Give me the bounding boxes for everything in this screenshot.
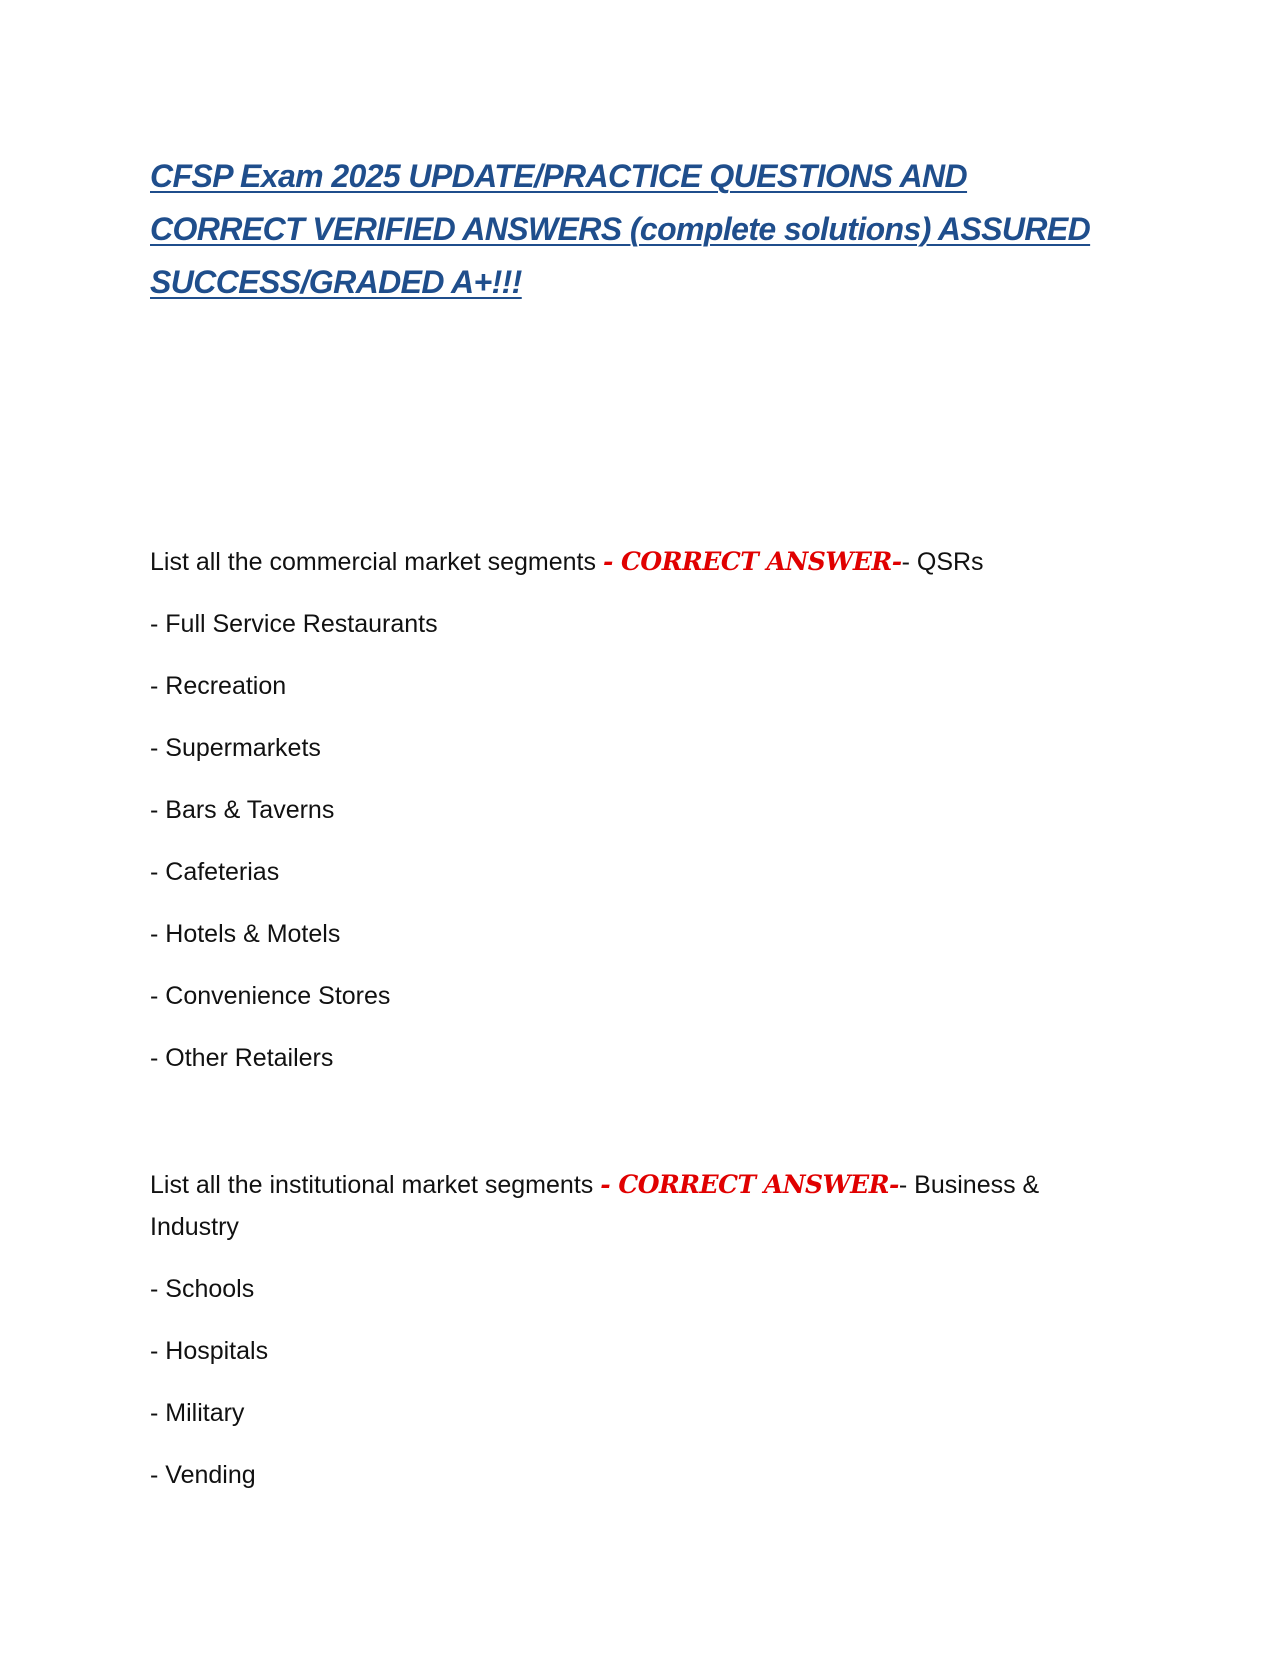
- question-line: [150, 1164, 1110, 1248]
- answer-item: - Military: [150, 1399, 245, 1427]
- answer-item: - Hotels & Motels: [150, 920, 341, 948]
- correct-answer-marker: [600, 1170, 899, 1199]
- answer-item: - Supermarkets: [150, 734, 321, 762]
- marker-prefix: -: [602, 547, 622, 576]
- question-text: List all the institutional market segments: [150, 1171, 594, 1199]
- first-answer: - QSRs: [901, 548, 984, 576]
- marker-label: CORRECT ANSWER-: [618, 1170, 899, 1199]
- marker-label: CORRECT ANSWER-: [621, 547, 902, 576]
- answer-item: - Hospitals: [150, 1337, 269, 1365]
- question-block-institutional: [150, 1164, 1110, 1496]
- answer-item: - Vending: [150, 1461, 256, 1489]
- correct-answer-marker: [603, 547, 902, 576]
- answer-item: - Cafeterias: [150, 858, 280, 886]
- question-block-commercial: [150, 541, 1110, 1079]
- answer-item: - Recreation: [150, 672, 287, 700]
- answer-item: - Schools: [150, 1275, 255, 1303]
- answer-item: - Convenience Stores: [150, 982, 391, 1010]
- answer-item: - Full Service Restaurants: [150, 610, 438, 638]
- title-line-2: CORRECT VERIFIED ANSWERS (complete solutions) ASSURED: [150, 211, 1091, 247]
- answer-item: - Bars & Taverns: [150, 796, 335, 824]
- question-line: [150, 541, 1110, 583]
- answer-item: - Other Retailers: [150, 1044, 334, 1072]
- title-line-3: SUCCESS/GRADED A+!!!: [150, 264, 522, 300]
- title-line-1: CFSP Exam 2025 UPDATE/PRACTICE QUESTIONS AND: [150, 158, 968, 194]
- first-answer: - Business & Industry: [150, 1171, 1040, 1241]
- question-text: List all the commercial market segments: [150, 548, 596, 576]
- document-title: [150, 150, 1110, 309]
- marker-prefix: -: [600, 1170, 619, 1199]
